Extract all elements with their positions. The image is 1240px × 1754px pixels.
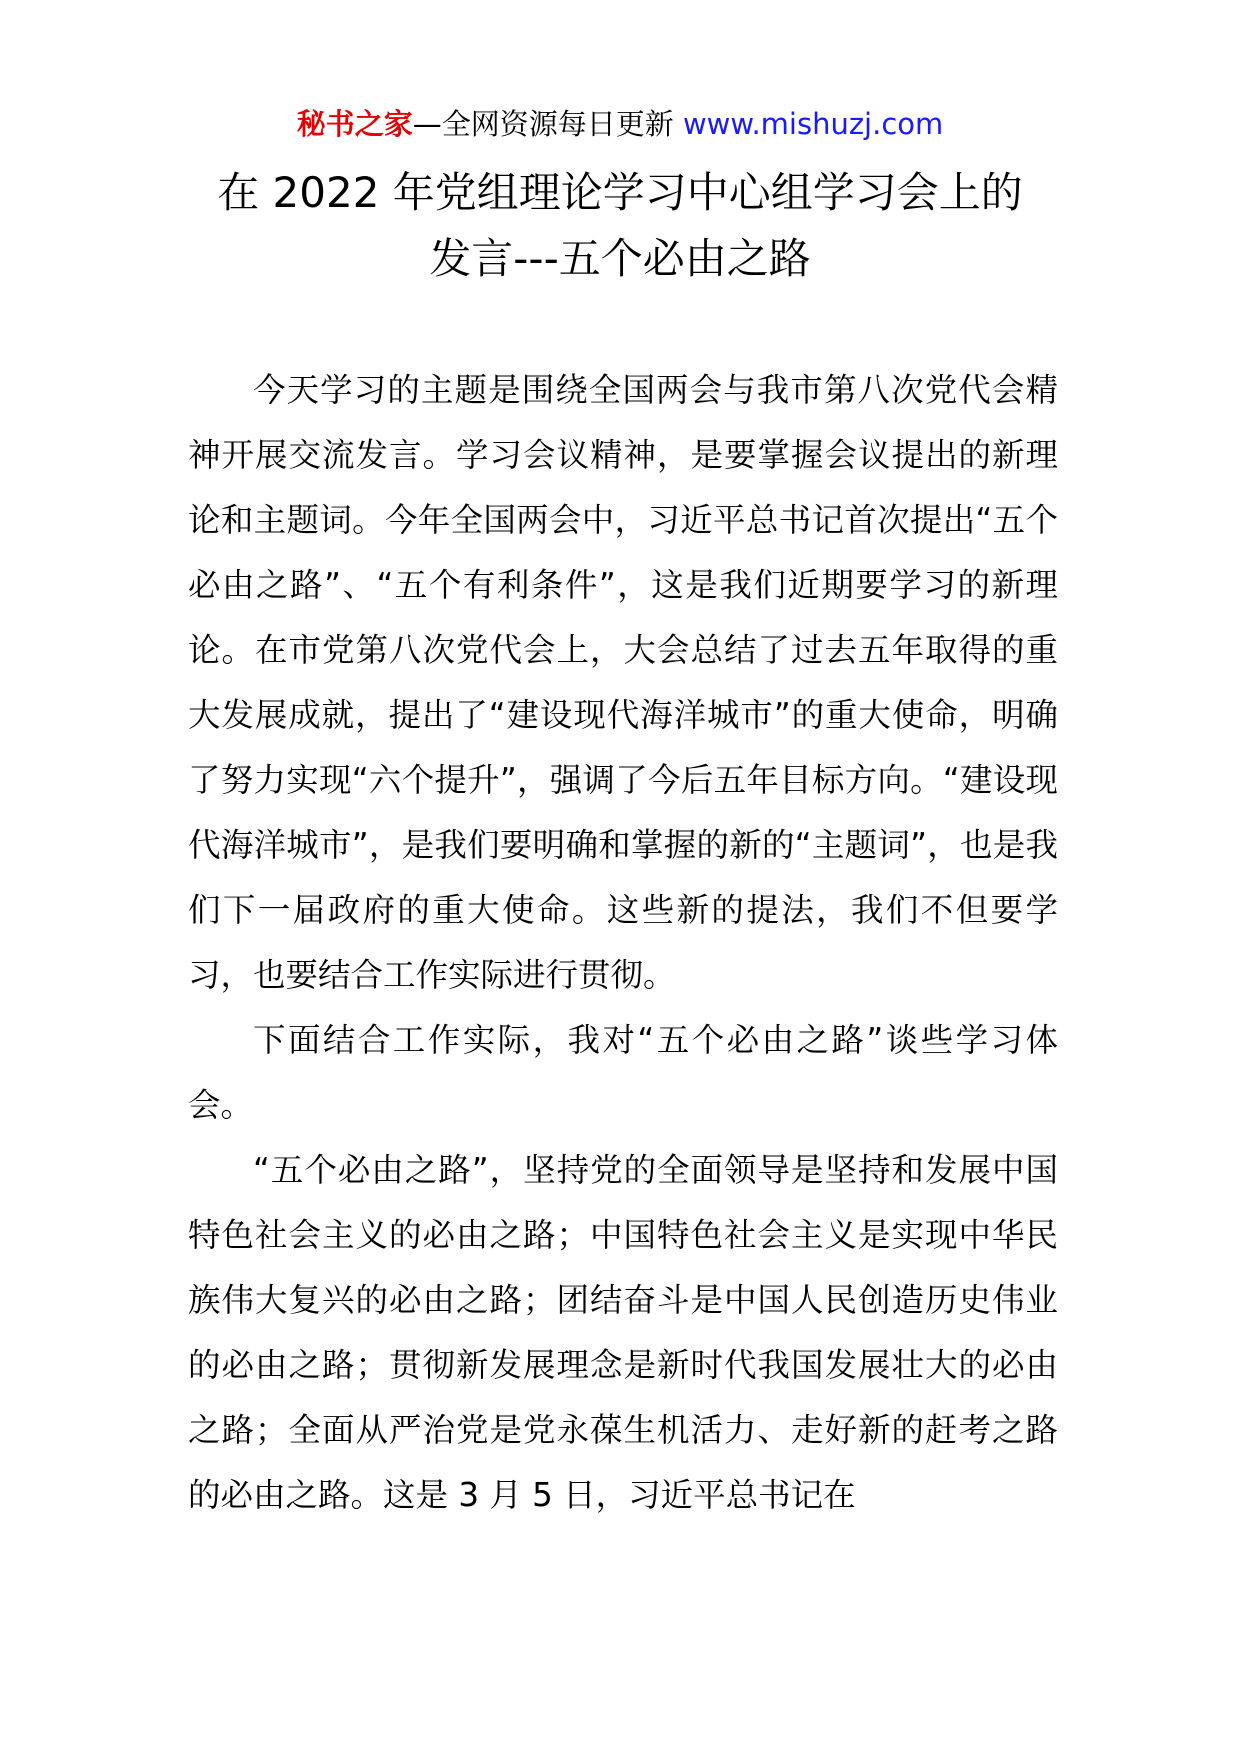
site-url-link[interactable]: www.mishuzj.com xyxy=(682,107,944,141)
document-body xyxy=(188,358,1058,1528)
paragraph-3: “五个必由之路”，坚持党的全面领导是坚持和发展中国特色社会主义的必由之路；中国特色社会主义是实现中华民族伟大复兴的必由之路；团结奋斗是中国人民创造历史伟业的必由之路；贯彻新发展理念是新时代我国发展壮大的必由之路；全面从严治党是党永葆生机活力、走好新的赶考之路的必由之路。这是 3 月 5 日，习近平总书记在 xyxy=(188,1151,1058,1514)
title-line-2: 发言---五个必由之路 xyxy=(429,234,811,283)
paragraph-1: 今天学习的主题是围绕全国两会与我市第八次党代会精神开展交流发言。学习会议精神，是要掌握会议提出的新理论和主题词。今年全国两会中，习近平总书记首次提出“五个必由之路”、“五个有利条件”，这是我们近期要学习的新理论。在市党第八次党代会上，大会总结了过去五年取得的重大发展成就，提出了“建设现代海洋城市”的重大使命，明确了努力实现“六个提升”，强调了今后五年目标方向。“建设现代海洋城市”，是我们要明确和掌握的新的“主题词”，也是我们下一届政府的重大使命。这些新的提法，我们不但要学习，也要结合工作实际进行贯彻。 xyxy=(188,371,1058,994)
title-line-1: 在 2022 年党组理论学习中心组学习会上的 xyxy=(217,168,1023,217)
paragraph-2: 下面结合工作实际，我对“五个必由之路”谈些学习体会。 xyxy=(188,1021,1058,1124)
document-title xyxy=(150,160,1090,292)
brand-name: 秘书之家 xyxy=(296,107,413,141)
header-tagline: —全网资源每日更新 xyxy=(412,107,683,141)
watermark-header xyxy=(0,102,1240,146)
